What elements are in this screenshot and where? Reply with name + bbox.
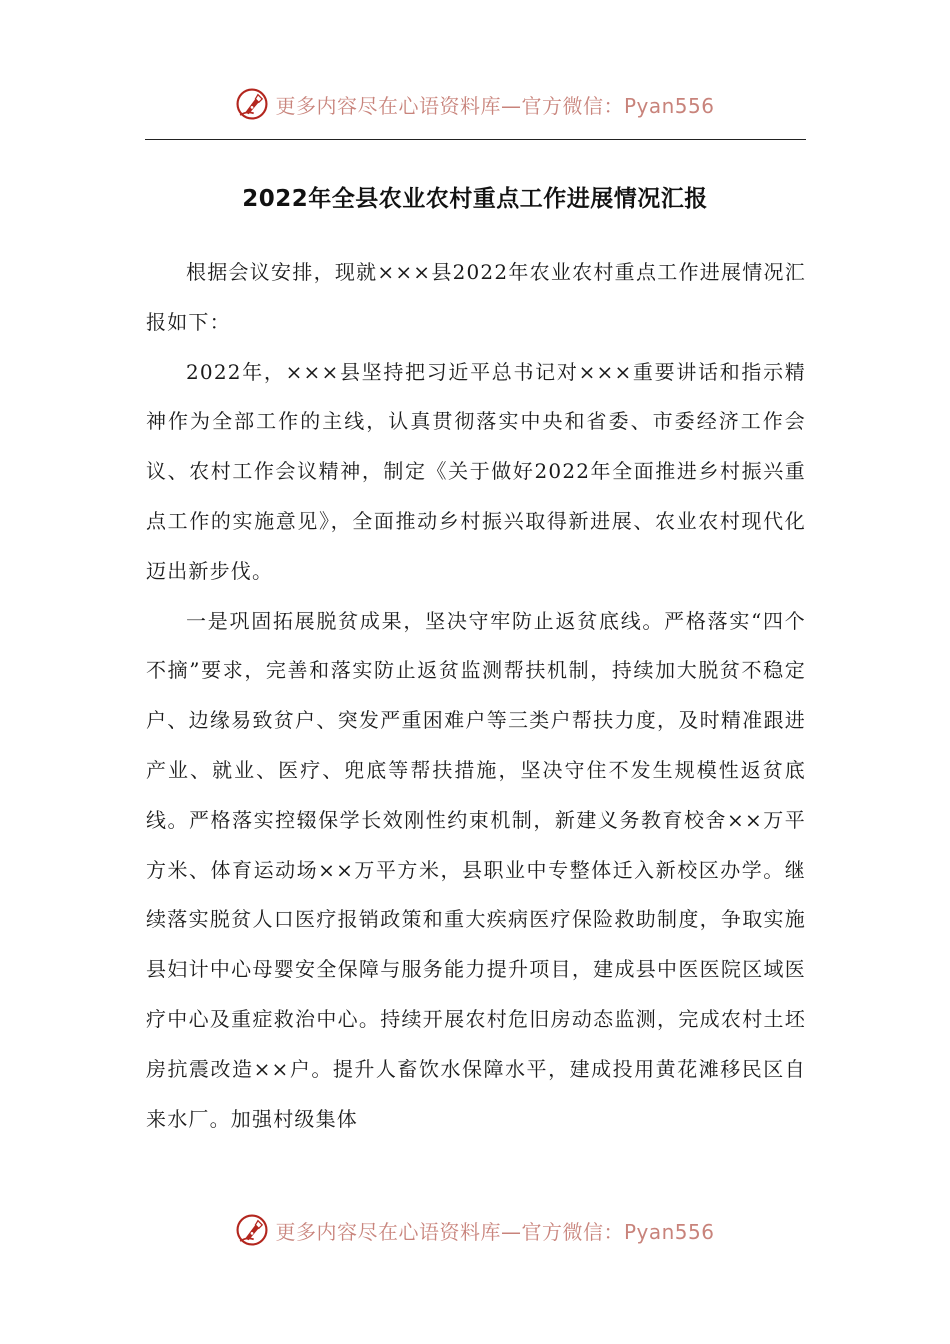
header-banner-text: 更多内容尽在心语资料库—官方微信：Pyan556: [275, 93, 715, 118]
footer-banner: [0, 1208, 950, 1252]
pen-nib-logo-icon: [235, 1213, 269, 1247]
paragraph-section-one: 一是巩固拓展脱贫成果，坚决守牢防止返贫底线。严格落实“四个不摘”要求，完善和落实防止返贫监测帮扶机制，持续加大脱贫不稳定户、边缘易致贫户、突发严重困难户等三类户帮扶力度，及时精准跟进产业、就业、医疗、兜底等帮扶措施，坚决守住不发生规模性返贫底线。严格落实控辍保学长效刚性约束机制，新建义务教育校舍××万平方米、体育运动场××万平方米，县职业中专整体迁入新校区办学。继续落实脱贫人口医疗报销政策和重大疾病医疗保险救助制度，争取实施县妇计中心母婴安全保障与服务能力提升项目，建成县中医医院区域医疗中心及重症救治中心。持续开展农村危旧房动态监测，完成农村土坯房抗震改造××户。提升人畜饮水保障水平，建成投用黄花滩移民区自来水厂。加强村级集体: [146, 608, 806, 1131]
footer-banner-text: 更多内容尽在心语资料库—官方微信：Pyan556: [275, 1219, 715, 1244]
document-title: 2022年全县农业农村重点工作进展情况汇报: [242, 186, 708, 212]
paragraph-intro: 根据会议安排，现就×××县2022年农业农村重点工作进展情况汇报如下：: [146, 260, 806, 334]
paragraph-overview: 2022年，×××县坚持把习近平总书记对×××重要讲话和指示精神作为全部工作的主线，认真贯彻落实中央和省委、市委经济工作会议、农村工作会议精神，制定《关于做好2022年全面推进乡村振兴重点工作的实施意见》，全面推动乡村振兴取得新进展、农业农村现代化迈出新步伐。: [146, 359, 806, 583]
header-banner: [0, 82, 950, 126]
document-body: [146, 248, 806, 1144]
pen-nib-logo-icon: [235, 87, 269, 121]
header-divider: [145, 139, 806, 140]
